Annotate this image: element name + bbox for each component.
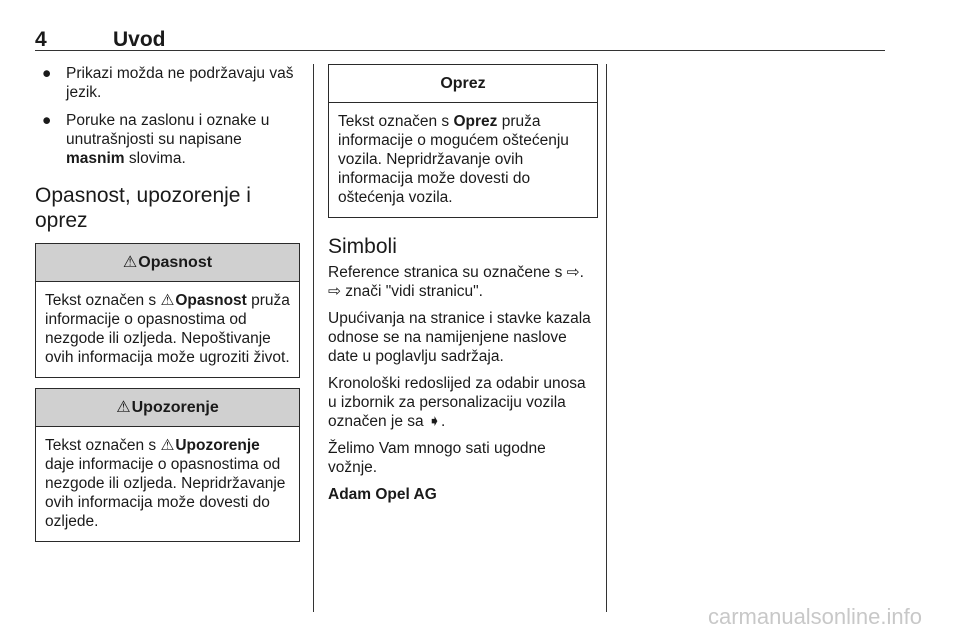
danger-notice-body: Tekst označen s ⚠Opasnost pruža informacije o opasnostima od nezgode ili ozljeda. Nepoštivanje ovih informacija može ugroziti život.: [45, 292, 290, 366]
warning-notice: [35, 388, 300, 542]
warning-notice-body: Tekst označen s ⚠Upozorenje daje informacije o opasnostima od nezgode ili ozljeda. Nepridržavanje ovih informacija može dovesti do ozljede.: [45, 437, 286, 530]
page-title: Uvod: [113, 28, 166, 51]
signature: Adam Opel AG: [328, 486, 437, 503]
list-item: ● Poruke na zaslonu i oznake u unutrašnjosti su napisane masnim slovima.: [42, 112, 270, 167]
caution-notice-body: Tekst označen s Oprez pruža informacije o mogućem oštećenju vozila. Nepridržavanje ovih informacija može dovesti do oštećenja vozila.: [338, 113, 569, 206]
bullet-list: [35, 64, 300, 168]
caution-notice: [328, 64, 598, 218]
paragraph: Reference stranica su označene s ⇨. ⇨ znači "vidi stranicu".: [328, 264, 584, 300]
warning-triangle-icon: ⚠: [122, 254, 138, 271]
sequence-arrow-icon: ➧: [427, 413, 441, 430]
watermark: carmanualsonline.info: [707, 604, 922, 629]
paragraph: Upućivanja na stranice i stavke kazala odnose se na namijenjene naslove date u poglavlju sadržaja.: [328, 310, 591, 365]
page-number: 4: [35, 28, 47, 51]
list-item: ● Prikazi možda ne podržavaju vaš jezik.: [42, 65, 294, 101]
paragraph: Želimo Vam mnogo sati ugodne vožnje.: [328, 440, 546, 476]
middle-column: [328, 64, 598, 512]
danger-notice-header: ⚠Opasnost: [36, 244, 299, 282]
column-divider: [313, 64, 314, 612]
page-reference-arrow-icon: ⇨: [566, 264, 580, 281]
column-divider: [606, 64, 607, 612]
left-column: [35, 64, 300, 552]
page-header: [35, 26, 885, 51]
warning-triangle-icon: ⚠: [116, 399, 131, 416]
page-reference-arrow-icon: ⇨: [328, 283, 341, 300]
warning-triangle-icon: ⚠: [160, 292, 175, 309]
caution-notice-header: Oprez: [329, 65, 597, 103]
warning-triangle-icon: ⚠: [160, 437, 175, 454]
bullet-icon: ●: [42, 112, 52, 129]
paragraph: Kronološki redoslijed za odabir unosa u izbornik za personalizaciju vozila označen je sa ➧.: [328, 375, 586, 430]
danger-notice: [35, 243, 300, 378]
bullet-icon: ●: [42, 65, 52, 82]
section-heading: Opasnost, upozorenje i oprez: [35, 184, 251, 232]
warning-notice-header: ⚠Upozorenje: [36, 389, 299, 427]
section-heading: Simboli: [328, 235, 397, 258]
